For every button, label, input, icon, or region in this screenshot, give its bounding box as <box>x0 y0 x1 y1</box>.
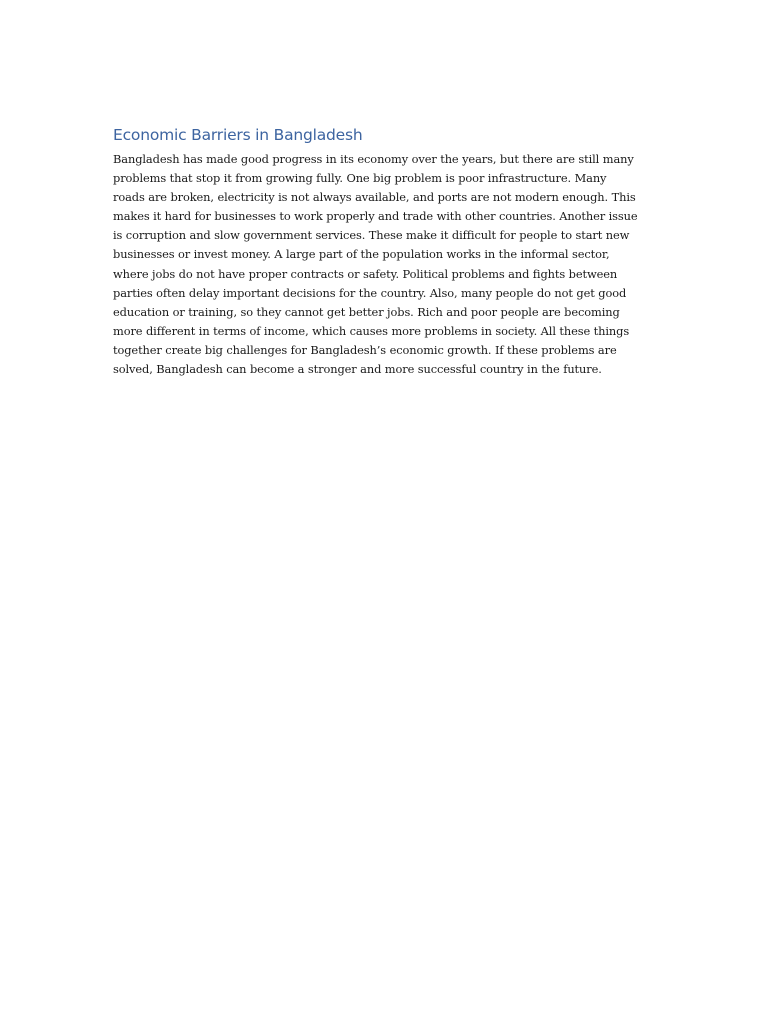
paragraph-line: roads are broken, electricity is not always available, and ports are not modern enough. This <box>113 190 636 205</box>
body-paragraph <box>113 150 661 379</box>
paragraph-line: problems that stop it from growing fully. One big problem is poor infrastructure. Many <box>113 171 607 186</box>
paragraph-line: together create big challenges for Bangladesh’s economic growth. If these problems are <box>113 342 617 357</box>
paragraph-line: makes it hard for businesses to work properly and trade with other countries. Another issue <box>113 209 638 224</box>
paragraph-line: businesses or invest money. A large part of the population works in the informal sector, <box>113 247 610 262</box>
paragraph-line: parties often delay important decisions for the country. Also, many people do not get good <box>113 285 627 300</box>
document-content <box>113 124 661 379</box>
paragraph-line: Bangladesh has made good progress in its economy over the years, but there are still many <box>113 152 634 166</box>
paragraph-line: is corruption and slow government services. These make it difficult for people to start new <box>113 228 630 243</box>
paragraph-line: more different in terms of income, which causes more problems in society. All these things <box>113 323 630 338</box>
paragraph-line: solved, Bangladesh can become a stronger and more successful country in the future. <box>113 362 602 377</box>
paragraph-line: where jobs do not have proper contracts or safety. Political problems and fights between <box>113 266 618 281</box>
document-title: Economic Barriers in Bangladesh <box>113 126 363 144</box>
paragraph-line: education or training, so they cannot get better jobs. Rich and poor people are becoming <box>113 304 620 319</box>
